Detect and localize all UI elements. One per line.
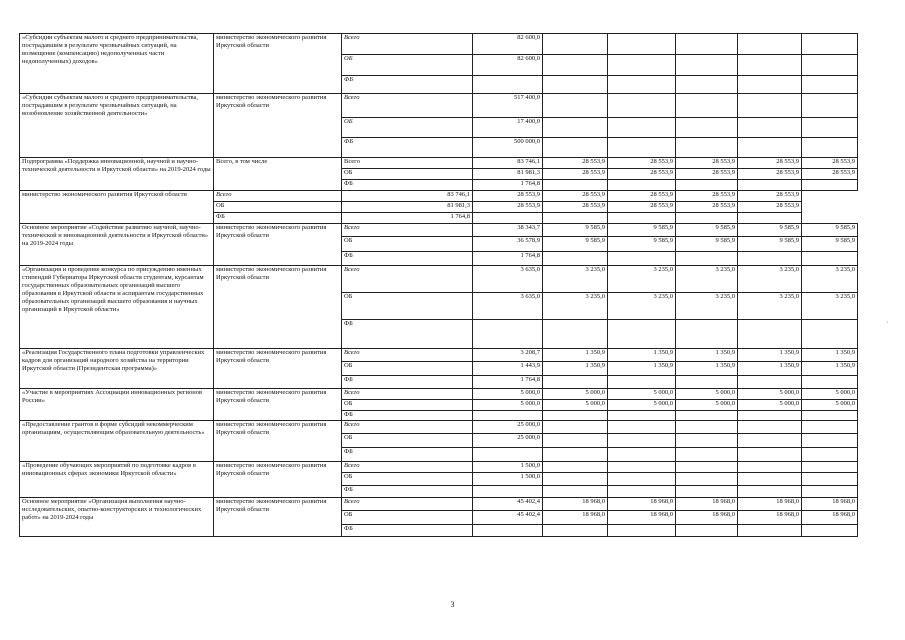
amount-cell xyxy=(543,55,608,76)
amount-cell: 1 350,9 xyxy=(676,349,738,362)
amount-cell xyxy=(802,34,858,55)
amount-cell xyxy=(608,180,676,191)
amount-cell xyxy=(543,94,608,118)
amount-cell xyxy=(608,434,676,448)
funding-source-cell: ФБ xyxy=(342,138,473,158)
amount-cell: 25 000,0 xyxy=(473,434,543,448)
funding-source-cell: Всего xyxy=(342,224,473,237)
amount-cell: 81 981,3 xyxy=(342,202,473,213)
funding-source-cell: ФБ xyxy=(342,76,473,94)
amount-cell: 28 553,9 xyxy=(543,202,608,213)
funding-source-cell: Всего xyxy=(342,34,473,55)
amount-cell xyxy=(608,473,676,486)
activity-name-cell: Подпрограмма «Поддержка инновационной, научной и научно-технической деятельности в Иркутской области» на 2019-2024 годы xyxy=(20,158,214,191)
amount-cell xyxy=(608,118,676,138)
amount-cell: 28 553,9 xyxy=(738,169,802,180)
amount-cell xyxy=(543,376,608,389)
amount-cell: 28 553,9 xyxy=(738,202,802,213)
amount-cell xyxy=(543,34,608,55)
amount-cell: 1 350,9 xyxy=(802,349,858,362)
executor-cell: министерство экономического развития Иркутской области xyxy=(214,34,342,94)
funding-source-cell: ОБ xyxy=(342,293,473,320)
amount-cell: 28 553,9 xyxy=(473,191,543,202)
funding-source-cell: ФБ xyxy=(342,320,473,349)
funding-source-cell: ФБ xyxy=(342,376,473,389)
amount-cell: 28 553,9 xyxy=(676,202,738,213)
amount-cell xyxy=(608,486,676,498)
amount-cell xyxy=(543,76,608,94)
amount-cell: 1 764,8 xyxy=(473,180,543,191)
amount-cell: 500 000,0 xyxy=(473,138,543,158)
amount-cell xyxy=(676,434,738,448)
amount-cell xyxy=(738,34,802,55)
amount-cell xyxy=(473,76,543,94)
amount-cell xyxy=(543,213,608,224)
amount-cell xyxy=(543,462,608,473)
amount-cell: 5 000,0 xyxy=(738,389,802,400)
table-row xyxy=(20,462,858,473)
amount-cell xyxy=(676,138,738,158)
amount-cell xyxy=(473,320,543,349)
funding-source-cell: ФБ xyxy=(342,486,473,498)
amount-cell xyxy=(738,94,802,118)
amount-cell: 1 350,9 xyxy=(543,349,608,362)
amount-cell: 9 585,9 xyxy=(802,237,858,252)
amount-cell: 9 585,9 xyxy=(802,224,858,237)
funding-source-cell: ОБ xyxy=(342,473,473,486)
amount-cell xyxy=(738,411,802,421)
amount-cell: 3 635,0 xyxy=(473,266,543,293)
amount-cell: 9 585,9 xyxy=(738,224,802,237)
amount-cell xyxy=(608,462,676,473)
amount-cell: 5 000,0 xyxy=(543,389,608,400)
scan-mark: · xyxy=(886,318,889,327)
amount-cell xyxy=(608,411,676,421)
amount-cell: 25 000,0 xyxy=(473,421,543,434)
amount-cell xyxy=(738,421,802,434)
funding-source-cell: ФБ xyxy=(214,213,342,224)
amount-cell xyxy=(543,411,608,421)
amount-cell xyxy=(802,421,858,434)
amount-cell xyxy=(543,448,608,462)
amount-cell xyxy=(802,448,858,462)
amount-cell xyxy=(738,525,802,537)
amount-cell xyxy=(608,34,676,55)
funding-source-cell: ОБ xyxy=(342,362,473,376)
table-row xyxy=(20,421,858,434)
amount-cell xyxy=(738,118,802,138)
amount-cell xyxy=(802,320,858,349)
amount-cell: 9 585,9 xyxy=(608,224,676,237)
table-row xyxy=(20,191,858,202)
executor-cell: министерство экономического развития Иркутской области xyxy=(214,94,342,158)
funding-source-cell: ОБ xyxy=(342,55,473,76)
amount-cell xyxy=(543,180,608,191)
amount-cell xyxy=(676,448,738,462)
amount-cell xyxy=(473,525,543,537)
executor-cell: министерство экономического развития Иркутской области xyxy=(20,191,214,224)
table-row xyxy=(20,224,858,237)
activity-name-cell: «Проведение обучающих мероприятий по подготовке кадров в инновационных сферах экономики Иркутской области» xyxy=(20,462,214,498)
amount-cell xyxy=(543,421,608,434)
amount-cell: 5 000,0 xyxy=(676,400,738,411)
amount-cell xyxy=(543,320,608,349)
amount-cell: 3 235,0 xyxy=(543,293,608,320)
amount-cell: 28 553,9 xyxy=(473,202,543,213)
amount-cell: 1 500,0 xyxy=(473,462,543,473)
amount-cell xyxy=(738,76,802,94)
amount-cell: 18 968,0 xyxy=(676,498,738,511)
amount-cell xyxy=(676,462,738,473)
amount-cell: 5 000,0 xyxy=(608,389,676,400)
funding-source-cell: Всего xyxy=(342,158,473,169)
table-row xyxy=(20,158,858,169)
amount-cell: 1 350,9 xyxy=(738,349,802,362)
amount-cell: 3 635,0 xyxy=(473,293,543,320)
amount-cell xyxy=(676,376,738,389)
amount-cell: 5 000,0 xyxy=(608,400,676,411)
amount-cell xyxy=(738,448,802,462)
amount-cell: 28 553,9 xyxy=(676,158,738,169)
table-row xyxy=(20,389,858,400)
amount-cell xyxy=(608,448,676,462)
amount-cell: 9 585,9 xyxy=(608,237,676,252)
amount-cell xyxy=(608,138,676,158)
table-row xyxy=(20,498,858,511)
amount-cell: 45 402,4 xyxy=(473,511,543,525)
funding-source-cell: ОБ xyxy=(342,434,473,448)
amount-cell xyxy=(738,213,802,224)
table-row xyxy=(20,34,858,55)
amount-cell: 45 402,4 xyxy=(473,498,543,511)
executor-cell: министерство экономического развития Иркутской области xyxy=(214,389,342,421)
amount-cell xyxy=(608,55,676,76)
amount-cell xyxy=(738,252,802,266)
amount-cell xyxy=(802,434,858,448)
amount-cell: 3 235,0 xyxy=(738,266,802,293)
funding-source-cell: Всего xyxy=(342,498,473,511)
amount-cell: 3 235,0 xyxy=(676,293,738,320)
amount-cell xyxy=(676,213,738,224)
funding-source-cell: ФБ xyxy=(342,525,473,537)
table-row xyxy=(20,349,858,362)
budget-table-body xyxy=(20,34,858,537)
funding-source-cell: ОБ xyxy=(342,118,473,138)
amount-cell xyxy=(738,180,802,191)
amount-cell xyxy=(608,376,676,389)
amount-cell xyxy=(543,118,608,138)
amount-cell: 517 400,0 xyxy=(473,94,543,118)
amount-cell xyxy=(802,473,858,486)
executor-cell: министерство экономического развития Иркутской области xyxy=(214,266,342,349)
amount-cell xyxy=(802,138,858,158)
activity-name-cell: «Участие в мероприятиях Ассоциации инновационных регионов России» xyxy=(20,389,214,421)
amount-cell xyxy=(543,525,608,537)
amount-cell xyxy=(676,118,738,138)
amount-cell: 18 968,0 xyxy=(608,511,676,525)
amount-cell: 28 553,9 xyxy=(738,191,802,202)
amount-cell: 1 350,9 xyxy=(802,362,858,376)
amount-cell xyxy=(543,486,608,498)
table-row xyxy=(20,266,858,293)
amount-cell: 18 968,0 xyxy=(608,498,676,511)
amount-cell xyxy=(802,94,858,118)
amount-cell: 3 235,0 xyxy=(543,266,608,293)
amount-cell: 28 553,9 xyxy=(608,191,676,202)
amount-cell: 9 585,9 xyxy=(676,237,738,252)
amount-cell: 1 350,9 xyxy=(608,362,676,376)
page-number: 3 xyxy=(450,600,455,609)
funding-source-cell: ФБ xyxy=(342,411,473,421)
amount-cell xyxy=(676,94,738,118)
amount-cell xyxy=(802,76,858,94)
amount-cell xyxy=(676,34,738,55)
funding-source-cell: Всего xyxy=(342,349,473,362)
amount-cell xyxy=(802,376,858,389)
amount-cell: 18 968,0 xyxy=(738,511,802,525)
funding-source-cell: ОБ xyxy=(342,237,473,252)
amount-cell xyxy=(802,411,858,421)
funding-source-cell: Всего xyxy=(342,266,473,293)
amount-cell: 1 764,8 xyxy=(473,252,543,266)
amount-cell xyxy=(738,376,802,389)
amount-cell: 3 235,0 xyxy=(676,266,738,293)
funding-source-cell: Всего xyxy=(342,94,473,118)
amount-cell: 38 343,7 xyxy=(473,224,543,237)
funding-source-cell: ФБ xyxy=(342,180,473,191)
amount-cell: 1 500,0 xyxy=(473,473,543,486)
amount-cell: 28 553,9 xyxy=(676,191,738,202)
amount-cell xyxy=(802,118,858,138)
amount-cell xyxy=(802,252,858,266)
amount-cell xyxy=(738,434,802,448)
amount-cell xyxy=(802,180,858,191)
executor-cell: министерство экономического развития Иркутской области xyxy=(214,224,342,266)
amount-cell: 18 968,0 xyxy=(676,511,738,525)
amount-cell: 1 350,9 xyxy=(738,362,802,376)
table-row xyxy=(20,94,858,118)
activity-name-cell: Основное мероприятие «Организация выполнения научно-исследовательских, опытно-конструкторских и технологических работ» на 2019-2024 годы xyxy=(20,498,214,537)
amount-cell xyxy=(676,486,738,498)
amount-cell: 5 000,0 xyxy=(676,389,738,400)
amount-cell: 18 968,0 xyxy=(802,511,858,525)
amount-cell: 1 350,9 xyxy=(543,362,608,376)
amount-cell: 9 585,9 xyxy=(543,237,608,252)
amount-cell xyxy=(676,320,738,349)
amount-cell: 18 968,0 xyxy=(543,498,608,511)
funding-source-cell: ОБ xyxy=(214,202,342,213)
amount-cell: 9 585,9 xyxy=(543,224,608,237)
amount-cell xyxy=(802,55,858,76)
amount-cell: 9 585,9 xyxy=(738,237,802,252)
executor-cell: министерство экономического развития Иркутской области xyxy=(214,462,342,498)
activity-name-cell: «Субсидии субъектам малого и среднего предпринимательства, пострадавшим в результате чрезвычайных ситуаций, на возмещение (компенсацию) недополученных части недополученных) доходов» xyxy=(20,34,214,94)
funding-source-cell: ОБ xyxy=(342,169,473,180)
activity-name-cell: Основное мероприятие «Содействие развитию научной, научно-технической и инновационной деятельности в Иркутской области» на 2019-2024 годы xyxy=(20,224,214,266)
amount-cell: 3 235,0 xyxy=(608,293,676,320)
amount-cell: 3 235,0 xyxy=(608,266,676,293)
amount-cell: 5 000,0 xyxy=(738,400,802,411)
amount-cell: 3 235,0 xyxy=(738,293,802,320)
activity-name-cell: «Субсидии субъектам малого и среднего предпринимательства, пострадавшим в результате чрезвычайных ситуаций, на возобновление хозяйственной деятельности» xyxy=(20,94,214,158)
amount-cell xyxy=(738,55,802,76)
amount-cell xyxy=(608,76,676,94)
amount-cell: 81 981,3 xyxy=(473,169,543,180)
funding-source-cell: ФБ xyxy=(342,252,473,266)
amount-cell: 28 553,9 xyxy=(608,169,676,180)
amount-cell xyxy=(608,320,676,349)
amount-cell: 28 553,9 xyxy=(543,191,608,202)
executor-cell: министерство экономического развития Иркутской области xyxy=(214,498,342,537)
amount-cell xyxy=(676,76,738,94)
amount-cell: 18 968,0 xyxy=(543,511,608,525)
amount-cell xyxy=(802,486,858,498)
amount-cell: 1 443,9 xyxy=(473,362,543,376)
funding-source-cell: ОБ xyxy=(342,511,473,525)
funding-source-cell: ФБ xyxy=(342,448,473,462)
amount-cell: 28 553,9 xyxy=(676,169,738,180)
amount-cell xyxy=(543,434,608,448)
amount-cell: 28 553,9 xyxy=(802,158,858,169)
funding-source-cell: Всего xyxy=(214,191,342,202)
funding-source-cell: Всего xyxy=(342,421,473,434)
amount-cell xyxy=(738,473,802,486)
amount-cell: 1 764,8 xyxy=(473,376,543,389)
amount-cell xyxy=(738,138,802,158)
amount-cell xyxy=(473,448,543,462)
executor-cell: министерство экономического развития Иркутской области xyxy=(214,421,342,462)
amount-cell xyxy=(676,252,738,266)
amount-cell: 3 235,0 xyxy=(802,293,858,320)
amount-cell: 28 553,9 xyxy=(543,158,608,169)
amount-cell: 1 350,9 xyxy=(608,349,676,362)
amount-cell xyxy=(608,213,676,224)
amount-cell xyxy=(676,411,738,421)
amount-cell: 28 553,9 xyxy=(608,158,676,169)
amount-cell xyxy=(608,252,676,266)
amount-cell: 28 553,9 xyxy=(738,158,802,169)
amount-cell: 17 400,0 xyxy=(473,118,543,138)
amount-cell xyxy=(473,213,543,224)
amount-cell: 1 350,9 xyxy=(676,362,738,376)
amount-cell xyxy=(802,462,858,473)
amount-cell: 18 968,0 xyxy=(802,498,858,511)
amount-cell xyxy=(543,138,608,158)
amount-cell xyxy=(802,525,858,537)
amount-cell xyxy=(738,486,802,498)
funding-source-cell: Всего xyxy=(342,389,473,400)
budget-table xyxy=(19,33,858,537)
amount-cell: 3 208,7 xyxy=(473,349,543,362)
executor-cell: Всего, в том числе xyxy=(214,158,342,191)
funding-source-cell: Всего xyxy=(342,462,473,473)
executor-cell: министерство экономического развития Иркутской области xyxy=(214,349,342,389)
amount-cell xyxy=(676,473,738,486)
amount-cell: 28 553,9 xyxy=(802,169,858,180)
amount-cell: 36 578,9 xyxy=(473,237,543,252)
amount-cell xyxy=(608,94,676,118)
activity-name-cell: «Предоставление грантов в форме субсидий некоммерческим организациям, осуществляющим образовательную деятельность» xyxy=(20,421,214,462)
amount-cell xyxy=(543,473,608,486)
amount-cell: 82 600,0 xyxy=(473,55,543,76)
amount-cell xyxy=(738,320,802,349)
amount-cell: 5 000,0 xyxy=(473,400,543,411)
amount-cell xyxy=(608,421,676,434)
amount-cell xyxy=(738,462,802,473)
amount-cell: 28 553,9 xyxy=(608,202,676,213)
amount-cell: 5 000,0 xyxy=(802,389,858,400)
amount-cell xyxy=(473,486,543,498)
amount-cell: 83 746,1 xyxy=(473,158,543,169)
amount-cell: 5 000,0 xyxy=(473,389,543,400)
amount-cell: 3 235,0 xyxy=(802,266,858,293)
amount-cell xyxy=(676,421,738,434)
funding-source-cell: ОБ xyxy=(342,400,473,411)
amount-cell xyxy=(608,525,676,537)
amount-cell: 82 600,0 xyxy=(473,34,543,55)
amount-cell: 5 000,0 xyxy=(543,400,608,411)
amount-cell xyxy=(473,411,543,421)
amount-cell: 28 553,9 xyxy=(543,169,608,180)
amount-cell xyxy=(676,180,738,191)
activity-name-cell: «Организация и проведение конкурса по присуждению именных стипендий Губернатора Иркутской области студентам, курсантам государственных образовательных организаций высшего образования в Иркутской области и аспирантам государственных образовательных организаций высшего образования и научных организаций в Иркутской области» xyxy=(20,266,214,349)
amount-cell: 83 746,1 xyxy=(342,191,473,202)
amount-cell xyxy=(676,525,738,537)
amount-cell: 18 968,0 xyxy=(738,498,802,511)
amount-cell: 9 585,9 xyxy=(676,224,738,237)
amount-cell xyxy=(676,55,738,76)
activity-name-cell: «Реализация Государственного плана подготовки управленческих кадров для организаций народного хозяйства на территории Иркутской области (Президентская программа)» xyxy=(20,349,214,389)
amount-cell: 5 000,0 xyxy=(802,400,858,411)
amount-cell xyxy=(543,252,608,266)
amount-cell: 1 764,8 xyxy=(342,213,473,224)
